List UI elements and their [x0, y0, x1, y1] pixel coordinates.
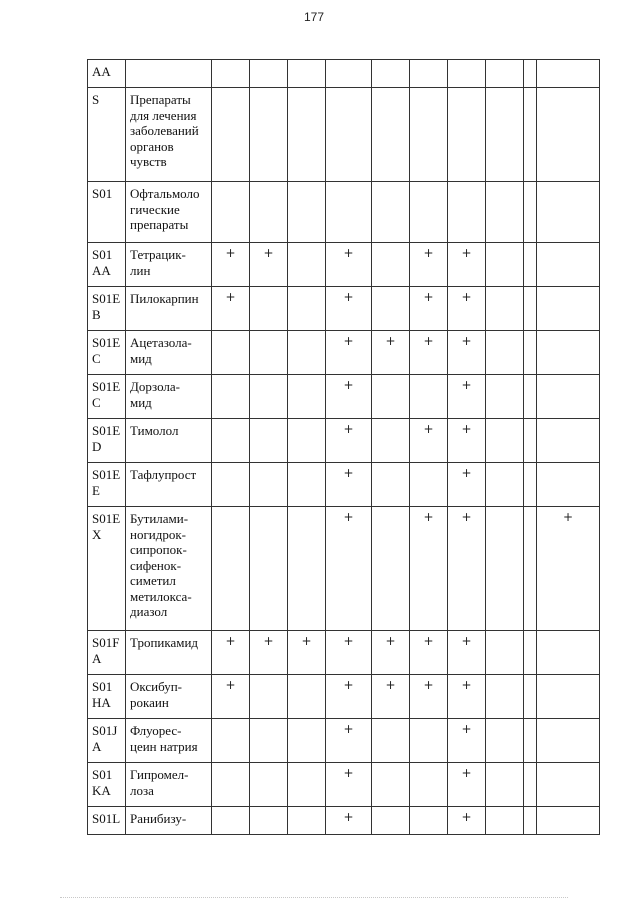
mark-cell	[410, 375, 448, 419]
table-row	[88, 243, 600, 287]
mark-cell: +	[326, 807, 372, 835]
mark-cell	[537, 243, 600, 287]
mark-cell	[524, 419, 537, 463]
mark-cell	[250, 88, 288, 182]
mark-cell	[410, 807, 448, 835]
mark-cell: +	[326, 287, 372, 331]
mark-cell	[372, 463, 410, 507]
mark-cell: +	[326, 507, 372, 631]
mark-cell	[212, 463, 250, 507]
mark-cell	[486, 88, 524, 182]
mark-cell	[288, 419, 326, 463]
mark-cell: +	[212, 631, 250, 675]
scan-noise	[60, 897, 568, 899]
mark-cell	[524, 463, 537, 507]
mark-cell: +	[326, 631, 372, 675]
atc-code-cell: S01L	[88, 807, 126, 835]
mark-cell	[524, 287, 537, 331]
mark-cell	[524, 243, 537, 287]
drug-name-cell: Ранибизу-	[126, 807, 212, 835]
atc-code-cell: S01	[88, 182, 126, 243]
mark-cell	[288, 719, 326, 763]
mark-cell	[486, 463, 524, 507]
atc-code-cell: S01J A	[88, 719, 126, 763]
mark-cell: +	[326, 463, 372, 507]
mark-cell: +	[326, 419, 372, 463]
mark-cell: +	[448, 463, 486, 507]
mark-cell: +	[448, 507, 486, 631]
mark-cell: +	[448, 719, 486, 763]
mark-cell	[288, 88, 326, 182]
mark-cell	[250, 763, 288, 807]
atc-code-cell: S01E C	[88, 331, 126, 375]
atc-code-cell: S01E B	[88, 287, 126, 331]
atc-code-cell: S01E E	[88, 463, 126, 507]
mark-cell	[537, 807, 600, 835]
atc-code-cell: AA	[88, 60, 126, 88]
mark-cell: +	[326, 763, 372, 807]
mark-cell	[212, 719, 250, 763]
mark-cell	[524, 675, 537, 719]
atc-code-cell: S01E X	[88, 507, 126, 631]
mark-cell	[524, 60, 537, 88]
mark-cell	[250, 375, 288, 419]
mark-cell	[410, 763, 448, 807]
mark-cell	[537, 719, 600, 763]
mark-cell	[288, 807, 326, 835]
mark-cell	[410, 60, 448, 88]
table-row	[88, 631, 600, 675]
mark-cell	[288, 463, 326, 507]
mark-cell	[537, 763, 600, 807]
drug-name-cell: Тропикамид	[126, 631, 212, 675]
mark-cell: +	[448, 807, 486, 835]
mark-cell: +	[326, 243, 372, 287]
drug-name-cell: Дорзола- мид	[126, 375, 212, 419]
mark-cell	[212, 88, 250, 182]
mark-cell	[250, 60, 288, 88]
mark-cell	[448, 60, 486, 88]
mark-cell	[410, 719, 448, 763]
mark-cell	[372, 243, 410, 287]
mark-cell: +	[448, 375, 486, 419]
mark-cell	[372, 88, 410, 182]
mark-cell	[486, 243, 524, 287]
drug-name-cell: Офтальмоло гические препараты	[126, 182, 212, 243]
mark-cell	[486, 675, 524, 719]
mark-cell	[410, 88, 448, 182]
mark-cell	[288, 375, 326, 419]
mark-cell	[537, 182, 600, 243]
mark-cell	[288, 60, 326, 88]
mark-cell	[524, 507, 537, 631]
mark-cell	[486, 507, 524, 631]
mark-cell	[288, 675, 326, 719]
mark-cell: +	[448, 331, 486, 375]
mark-cell: +	[448, 287, 486, 331]
mark-cell	[486, 419, 524, 463]
mark-cell	[486, 375, 524, 419]
table-row	[88, 287, 600, 331]
mark-cell	[288, 287, 326, 331]
mark-cell	[372, 807, 410, 835]
mark-cell	[486, 631, 524, 675]
mark-cell	[524, 631, 537, 675]
drug-table	[87, 59, 600, 835]
mark-cell	[288, 182, 326, 243]
mark-cell	[250, 331, 288, 375]
mark-cell: +	[372, 675, 410, 719]
mark-cell: +	[288, 631, 326, 675]
mark-cell	[537, 463, 600, 507]
mark-cell: +	[326, 719, 372, 763]
mark-cell: +	[448, 631, 486, 675]
table-row	[88, 375, 600, 419]
mark-cell	[537, 331, 600, 375]
mark-cell	[448, 88, 486, 182]
mark-cell	[288, 763, 326, 807]
mark-cell	[250, 182, 288, 243]
mark-cell	[288, 507, 326, 631]
mark-cell	[250, 287, 288, 331]
mark-cell: +	[448, 675, 486, 719]
atc-code-cell: S01 KA	[88, 763, 126, 807]
mark-cell	[486, 182, 524, 243]
table-row	[88, 182, 600, 243]
mark-cell	[537, 631, 600, 675]
table-row	[88, 463, 600, 507]
mark-cell	[372, 763, 410, 807]
mark-cell	[326, 182, 372, 243]
mark-cell	[537, 60, 600, 88]
mark-cell	[372, 287, 410, 331]
table-row	[88, 507, 600, 631]
mark-cell	[448, 182, 486, 243]
mark-cell: +	[326, 331, 372, 375]
drug-name-cell: Оксибуп- рокаин	[126, 675, 212, 719]
mark-cell: +	[410, 675, 448, 719]
mark-cell	[250, 807, 288, 835]
table-row	[88, 88, 600, 182]
mark-cell: +	[448, 243, 486, 287]
mark-cell	[372, 719, 410, 763]
mark-cell	[524, 182, 537, 243]
mark-cell	[537, 287, 600, 331]
mark-cell	[288, 331, 326, 375]
mark-cell	[524, 331, 537, 375]
mark-cell	[524, 88, 537, 182]
mark-cell	[486, 331, 524, 375]
mark-cell	[212, 507, 250, 631]
mark-cell	[250, 719, 288, 763]
drug-name-cell: Бутилами- ногидрок- сипропок- сифенок- симетил метилокса- диазол	[126, 507, 212, 631]
mark-cell	[250, 675, 288, 719]
mark-cell	[212, 182, 250, 243]
atc-code-cell: S01E C	[88, 375, 126, 419]
mark-cell: +	[326, 675, 372, 719]
mark-cell: +	[410, 243, 448, 287]
table-row	[88, 331, 600, 375]
atc-code-cell: S01F A	[88, 631, 126, 675]
mark-cell: +	[212, 243, 250, 287]
mark-cell: +	[212, 675, 250, 719]
mark-cell: +	[250, 631, 288, 675]
mark-cell: +	[448, 763, 486, 807]
table-row	[88, 419, 600, 463]
mark-cell: +	[410, 331, 448, 375]
mark-cell: +	[448, 419, 486, 463]
table-row	[88, 675, 600, 719]
mark-cell: +	[410, 631, 448, 675]
mark-cell	[288, 243, 326, 287]
mark-cell: +	[212, 287, 250, 331]
drug-name-cell: Тафлупрост	[126, 463, 212, 507]
mark-cell	[212, 375, 250, 419]
atc-code-cell: S01E D	[88, 419, 126, 463]
mark-cell	[524, 719, 537, 763]
mark-cell	[212, 807, 250, 835]
mark-cell	[410, 463, 448, 507]
mark-cell	[537, 419, 600, 463]
mark-cell	[372, 182, 410, 243]
drug-name-cell: Флуорес- цеин натрия	[126, 719, 212, 763]
drug-name-cell: Пилокарпин	[126, 287, 212, 331]
mark-cell	[486, 763, 524, 807]
page-number: 177	[303, 10, 325, 24]
mark-cell	[212, 763, 250, 807]
mark-cell	[524, 807, 537, 835]
mark-cell	[410, 182, 448, 243]
mark-cell	[372, 60, 410, 88]
mark-cell: +	[410, 287, 448, 331]
mark-cell	[326, 60, 372, 88]
drug-name-cell	[126, 60, 212, 88]
mark-cell	[250, 419, 288, 463]
drug-name-cell: Тимолол	[126, 419, 212, 463]
mark-cell: +	[372, 631, 410, 675]
mark-cell	[326, 88, 372, 182]
mark-cell	[524, 375, 537, 419]
mark-cell	[537, 675, 600, 719]
table-row	[88, 60, 600, 88]
mark-cell	[250, 507, 288, 631]
atc-code-cell: S01 AA	[88, 243, 126, 287]
table-row	[88, 763, 600, 807]
mark-cell	[524, 763, 537, 807]
mark-cell	[372, 507, 410, 631]
mark-cell: +	[410, 507, 448, 631]
table-row	[88, 807, 600, 835]
mark-cell	[537, 88, 600, 182]
drug-name-cell: Тетрацик- лин	[126, 243, 212, 287]
mark-cell	[537, 375, 600, 419]
drug-name-cell: Ацетазола- мид	[126, 331, 212, 375]
atc-code-cell: S	[88, 88, 126, 182]
mark-cell	[486, 287, 524, 331]
mark-cell: +	[372, 331, 410, 375]
mark-cell	[212, 331, 250, 375]
mark-cell	[250, 463, 288, 507]
mark-cell	[212, 60, 250, 88]
mark-cell: +	[410, 419, 448, 463]
drug-name-cell: Препараты для лечения заболеваний органов чувств	[126, 88, 212, 182]
drug-name-cell: Гипромел- лоза	[126, 763, 212, 807]
mark-cell	[486, 719, 524, 763]
mark-cell	[212, 419, 250, 463]
mark-cell	[486, 807, 524, 835]
mark-cell: +	[250, 243, 288, 287]
mark-cell	[372, 419, 410, 463]
atc-code-cell: S01 HA	[88, 675, 126, 719]
mark-cell	[372, 375, 410, 419]
table-row	[88, 719, 600, 763]
mark-cell: +	[537, 507, 600, 631]
mark-cell	[486, 60, 524, 88]
mark-cell: +	[326, 375, 372, 419]
